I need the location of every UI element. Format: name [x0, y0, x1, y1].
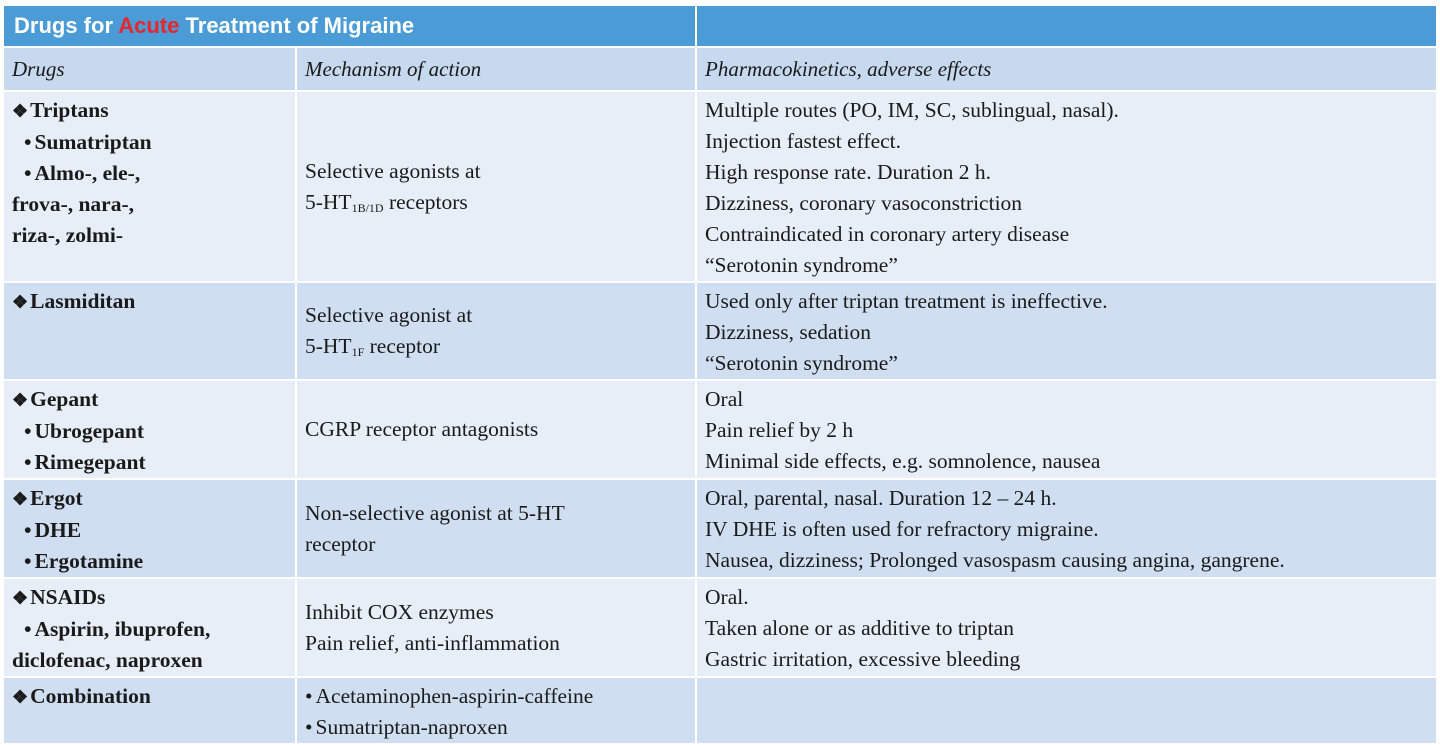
drug-item-continued: frova-, nara-, — [12, 192, 135, 216]
drugs-cell — [4, 677, 296, 744]
pk-line: Minimal side effects, e.g. somnolence, nausea — [705, 449, 1101, 473]
drug-class-heading: ❖NSAIDs — [12, 585, 106, 609]
bullet-icon: • — [24, 450, 32, 474]
mechanism-line: Pain relief, anti-inflammation — [305, 630, 560, 655]
mechanism-cell — [296, 479, 696, 578]
drug-item: • Ergotamine — [24, 549, 144, 573]
mechanism-receptor-line: $5-HT_{1B/1D}$ receptors — [305, 189, 468, 215]
migraine-drug-table — [4, 6, 1436, 745]
row-combination — [4, 677, 1436, 744]
mechanism-cell — [296, 578, 696, 677]
header-pharmacokinetics: Pharmacokinetics, adverse effects — [696, 47, 1436, 91]
drugs-cell — [4, 91, 296, 282]
diamond-bullet-icon: ❖ — [12, 687, 29, 707]
header-mechanism: Mechanism of action — [296, 47, 696, 91]
title-prefix: Drugs for — [14, 13, 119, 38]
mechanism-cell — [296, 282, 696, 380]
table-title — [14, 13, 414, 38]
mechanism-line: Selective agonist at — [305, 303, 473, 327]
pk-line: Multiple routes (PO, IM, SC, sublingual, nasal). — [705, 98, 1119, 122]
title-row — [4, 6, 1436, 47]
pk-line: Injection fastest effect. — [705, 129, 902, 153]
drugs-cell — [4, 479, 296, 578]
combination-item: • Sumatriptan-naproxen — [305, 715, 508, 739]
bullet-icon: • — [24, 549, 32, 573]
drug-item: • Rimegepant — [24, 450, 146, 474]
pk-line: Oral — [705, 387, 744, 411]
drug-class-heading: ❖Ergot — [12, 486, 83, 510]
mechanism-line: receptor — [305, 531, 376, 556]
bullet-icon: • — [305, 684, 313, 708]
pk-line: IV DHE is often used for refractory migraine. — [705, 517, 1099, 541]
drugs-cell — [4, 380, 296, 479]
title-suffix: Treatment of Migraine — [179, 13, 415, 38]
header-drugs: Drugs — [4, 47, 296, 91]
pk-cell — [696, 578, 1436, 677]
drug-class-heading: ❖Combination — [12, 684, 151, 708]
mechanism-receptor-line: $5-HT_{1F}$ receptor — [305, 334, 441, 359]
mechanism-cell — [296, 380, 696, 479]
pk-line: Used only after triptan treatment is ineffective. — [705, 289, 1108, 313]
bullet-icon: • — [24, 130, 32, 154]
pk-cell — [696, 282, 1436, 380]
row-nsaids — [4, 578, 1436, 677]
bullet-icon: • — [24, 617, 32, 641]
pk-line: Taken alone or as additive to triptan — [705, 616, 1014, 640]
pk-line: “Serotonin syndrome” — [705, 253, 898, 277]
drugs-cell — [4, 282, 296, 380]
title-cell — [4, 6, 696, 47]
pk-line: Pain relief by 2 h — [705, 418, 854, 442]
title-empty-cell — [696, 6, 1436, 47]
header-row — [4, 47, 1436, 91]
pk-line: Gastric irritation, excessive bleeding — [705, 647, 1021, 671]
pk-line: High response rate. Duration 2 h. — [705, 160, 992, 184]
bullet-icon: • — [305, 715, 313, 739]
title-accent-word: Acute — [118, 13, 180, 38]
row-gepant — [4, 380, 1436, 479]
diamond-bullet-icon: ❖ — [12, 292, 29, 312]
bullet-icon: • — [24, 518, 32, 542]
pk-cell — [696, 479, 1436, 578]
pk-line: Oral, parental, nasal. Duration 12 – 24 h. — [705, 486, 1057, 510]
drugs-cell — [4, 578, 296, 677]
drug-item-continued: riza-, zolmi- — [12, 223, 124, 247]
row-ergot — [4, 479, 1436, 578]
drug-item: • Aspirin, ibuprofen, — [24, 617, 211, 641]
mechanism-line: CGRP receptor antagonists — [305, 417, 539, 441]
bullet-icon: • — [24, 419, 32, 443]
drug-item: • Sumatriptan — [24, 130, 152, 154]
pk-line: Dizziness, sedation — [705, 320, 872, 344]
row-lasmiditan — [4, 282, 1436, 380]
pk-line: Nausea, dizziness; Prolonged vasospasm causing angina, gangrene. — [705, 548, 1285, 572]
pk-cell — [696, 380, 1436, 479]
bullet-icon: • — [24, 161, 32, 185]
drug-item-continued: diclofenac, naproxen — [12, 648, 203, 672]
mechanism-cell — [296, 677, 696, 744]
drug-item: • DHE — [24, 518, 82, 542]
receptor-subtype: 1B/1D — [351, 200, 384, 215]
diamond-bullet-icon: ❖ — [12, 489, 29, 509]
diamond-bullet-icon: ❖ — [12, 101, 29, 121]
drug-class-heading: ❖Gepant — [12, 387, 99, 411]
pk-line: Dizziness, coronary vasoconstriction — [705, 191, 1023, 215]
receptor-subtype: 1F — [351, 345, 365, 359]
mechanism-line: Non-selective agonist at 5-HT — [305, 500, 565, 525]
combination-item: • Acetaminophen-aspirin-caffeine — [305, 684, 594, 708]
pk-line: Contraindicated in coronary artery disease — [705, 222, 1070, 246]
drug-item: • Almo-, ele-, — [24, 161, 141, 185]
drug-class-heading: ❖Triptans — [12, 98, 109, 122]
pk-line: Oral. — [705, 585, 749, 609]
mechanism-line: Selective agonists at — [305, 158, 481, 183]
drug-item: • Ubrogepant — [24, 419, 145, 443]
drug-class-heading: ❖Lasmiditan — [12, 289, 136, 313]
pk-cell-empty — [696, 677, 1436, 744]
mechanism-cell — [296, 91, 696, 282]
diamond-bullet-icon: ❖ — [12, 390, 29, 410]
mechanism-line: Inhibit COX enzymes — [305, 599, 494, 624]
pk-line: “Serotonin syndrome” — [705, 351, 898, 375]
diamond-bullet-icon: ❖ — [12, 588, 29, 608]
row-triptans — [4, 91, 1436, 282]
pk-cell — [696, 91, 1436, 282]
